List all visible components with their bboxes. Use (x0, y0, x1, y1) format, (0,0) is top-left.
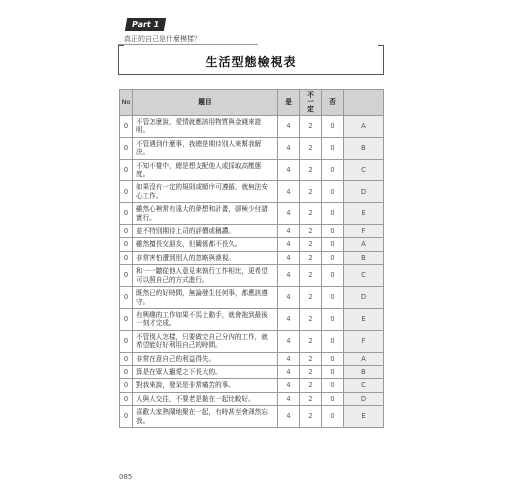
row-number: 0 (120, 251, 133, 264)
question-text: 並不特別期待上司的評價或稱讚。 (133, 225, 278, 238)
score-yes: 4 (278, 365, 300, 378)
score-no: 0 (322, 137, 344, 159)
type-letter: E (344, 308, 384, 330)
title-frame-cap-left (118, 45, 124, 46)
score-no: 0 (322, 181, 344, 203)
type-letter: A (344, 352, 384, 365)
type-letter: B (344, 137, 384, 159)
score-no: 0 (322, 159, 344, 181)
question-text: 和一一聽從他人意見來執行工作相比，更希望可以照自己的方式進行。 (133, 265, 278, 287)
col-header-no: No (120, 90, 133, 116)
row-number: 0 (120, 406, 133, 428)
col-header-no-answer: 否 (322, 90, 344, 116)
question-text: 對我來說，發呆是非常痛苦的事。 (133, 379, 278, 392)
type-letter: D (344, 181, 384, 203)
table-row (120, 181, 384, 203)
table-row (120, 392, 384, 405)
page-number: 085 (119, 473, 133, 481)
question-text: 不管別人怎樣，只要做完自己分內的工作，就希望能好好利用自己的時間。 (133, 330, 278, 352)
score-unsure: 2 (300, 352, 322, 365)
question-text: 非常在意自己的利益得失。 (133, 352, 278, 365)
score-yes: 4 (278, 392, 300, 405)
type-letter: D (344, 287, 384, 309)
score-yes: 4 (278, 406, 300, 428)
score-unsure: 2 (300, 308, 322, 330)
score-no: 0 (322, 308, 344, 330)
table-row (120, 308, 384, 330)
score-no: 0 (322, 238, 344, 251)
score-yes: 4 (278, 330, 300, 352)
table-header-row (120, 90, 384, 116)
score-unsure: 2 (300, 365, 322, 378)
score-no: 0 (322, 265, 344, 287)
score-no: 0 (322, 392, 344, 405)
score-no: 0 (322, 116, 344, 138)
row-number: 0 (120, 392, 133, 405)
score-no: 0 (322, 365, 344, 378)
score-unsure: 2 (300, 137, 322, 159)
question-text: 雖然擅長交朋友，但關係都不長久。 (133, 238, 278, 251)
row-number: 0 (120, 365, 133, 378)
score-unsure: 2 (300, 406, 322, 428)
score-no: 0 (322, 287, 344, 309)
row-number: 0 (120, 225, 133, 238)
table-row (120, 352, 384, 365)
score-no: 0 (322, 406, 344, 428)
table-row (120, 225, 384, 238)
score-no: 0 (322, 225, 344, 238)
score-yes: 4 (278, 287, 300, 309)
row-number: 0 (120, 116, 133, 138)
row-number: 0 (120, 137, 133, 159)
table-row (120, 330, 384, 352)
col-header-unsure-text (307, 91, 314, 113)
lifestyle-checklist-table (119, 89, 384, 428)
col-header-question: 題目 (133, 90, 278, 116)
question-text: 不管遇到什麼事，我總是期待別人來幫我解決。 (133, 137, 278, 159)
row-number: 0 (120, 379, 133, 392)
type-letter: F (344, 330, 384, 352)
table-row (120, 365, 384, 378)
score-unsure: 2 (300, 379, 322, 392)
question-text: 喜歡大家熱鬧地聚在一起，有時甚至會渾然忘我。 (133, 406, 278, 428)
col-header-yes: 是 (278, 90, 300, 116)
table-row (120, 287, 384, 309)
score-unsure: 2 (300, 330, 322, 352)
score-unsure: 2 (300, 159, 322, 181)
score-unsure: 2 (300, 251, 322, 264)
score-yes: 4 (278, 238, 300, 251)
row-number: 0 (120, 330, 133, 352)
score-yes: 4 (278, 203, 300, 225)
score-unsure: 2 (300, 238, 322, 251)
question-text: 不管怎麼說，愛情就應該用物質與金錢來證明。 (133, 116, 278, 138)
table-row (120, 265, 384, 287)
col-header-unsure-char: 定 (307, 105, 314, 113)
type-letter: D (344, 392, 384, 405)
question-text: 如果沒有一定的規則或順序可遵循，就無法安心工作。 (133, 181, 278, 203)
table-row (120, 251, 384, 264)
row-number: 0 (120, 238, 133, 251)
type-letter: C (344, 265, 384, 287)
score-unsure: 2 (300, 392, 322, 405)
col-header-unsure (300, 90, 322, 116)
title-frame (118, 46, 384, 75)
score-yes: 4 (278, 265, 300, 287)
score-yes: 4 (278, 116, 300, 138)
score-unsure: 2 (300, 287, 322, 309)
table-row (120, 379, 384, 392)
type-letter: A (344, 116, 384, 138)
question-text: 人與人交往，不要老是黏在一起比較好。 (133, 392, 278, 405)
score-no: 0 (322, 352, 344, 365)
chapter-subtitle: 真正的自己是什麼模樣？ (124, 35, 201, 43)
score-no: 0 (322, 203, 344, 225)
score-no: 0 (322, 251, 344, 264)
table-row (120, 203, 384, 225)
question-text: 算是在眾人寵愛之下長大的。 (133, 365, 278, 378)
score-unsure: 2 (300, 225, 322, 238)
col-header-unsure-char: 一 (307, 98, 314, 106)
score-yes: 4 (278, 251, 300, 264)
type-letter: F (344, 225, 384, 238)
score-yes: 4 (278, 159, 300, 181)
type-letter: E (344, 203, 384, 225)
score-yes: 4 (278, 379, 300, 392)
score-unsure: 2 (300, 181, 322, 203)
score-unsure: 2 (300, 116, 322, 138)
score-yes: 4 (278, 137, 300, 159)
header-divider (118, 44, 258, 45)
type-letter: C (344, 379, 384, 392)
question-text: 有興趣的工作如果不馬上動手，就會拖到最後一刻才完成。 (133, 308, 278, 330)
table-row (120, 238, 384, 251)
table-row (120, 137, 384, 159)
col-header-unsure-char: 不 (307, 91, 314, 99)
page-title: 生活型態檢視表 (205, 55, 297, 69)
row-number: 0 (120, 352, 133, 365)
part-label: Part 1 (125, 18, 166, 31)
row-number: 0 (120, 203, 133, 225)
table-row (120, 406, 384, 428)
question-text: 不知不覺中，總是想支配他人或採取高壓態度。 (133, 159, 278, 181)
type-letter: A (344, 238, 384, 251)
score-unsure: 2 (300, 203, 322, 225)
row-number: 0 (120, 308, 133, 330)
type-letter: C (344, 159, 384, 181)
col-header-type (344, 90, 384, 116)
question-text: 非常害怕遭到別人的忽略與漠視。 (133, 251, 278, 264)
score-yes: 4 (278, 225, 300, 238)
score-no: 0 (322, 379, 344, 392)
question-text: 既然已約好時間，無論發生任何事，都應該遵守。 (133, 287, 278, 309)
score-yes: 4 (278, 308, 300, 330)
score-unsure: 2 (300, 265, 322, 287)
score-yes: 4 (278, 352, 300, 365)
type-letter: B (344, 365, 384, 378)
table-row (120, 116, 384, 138)
row-number: 0 (120, 265, 133, 287)
score-no: 0 (322, 330, 344, 352)
table-row (120, 159, 384, 181)
score-yes: 4 (278, 181, 300, 203)
row-number: 0 (120, 181, 133, 203)
question-text: 雖然心裡常有遠大的夢想和計畫，卻極少付諸實行。 (133, 203, 278, 225)
row-number: 0 (120, 159, 133, 181)
title-frame-cap-right (378, 45, 384, 46)
row-number: 0 (120, 287, 133, 309)
type-letter: B (344, 251, 384, 264)
type-letter: E (344, 406, 384, 428)
